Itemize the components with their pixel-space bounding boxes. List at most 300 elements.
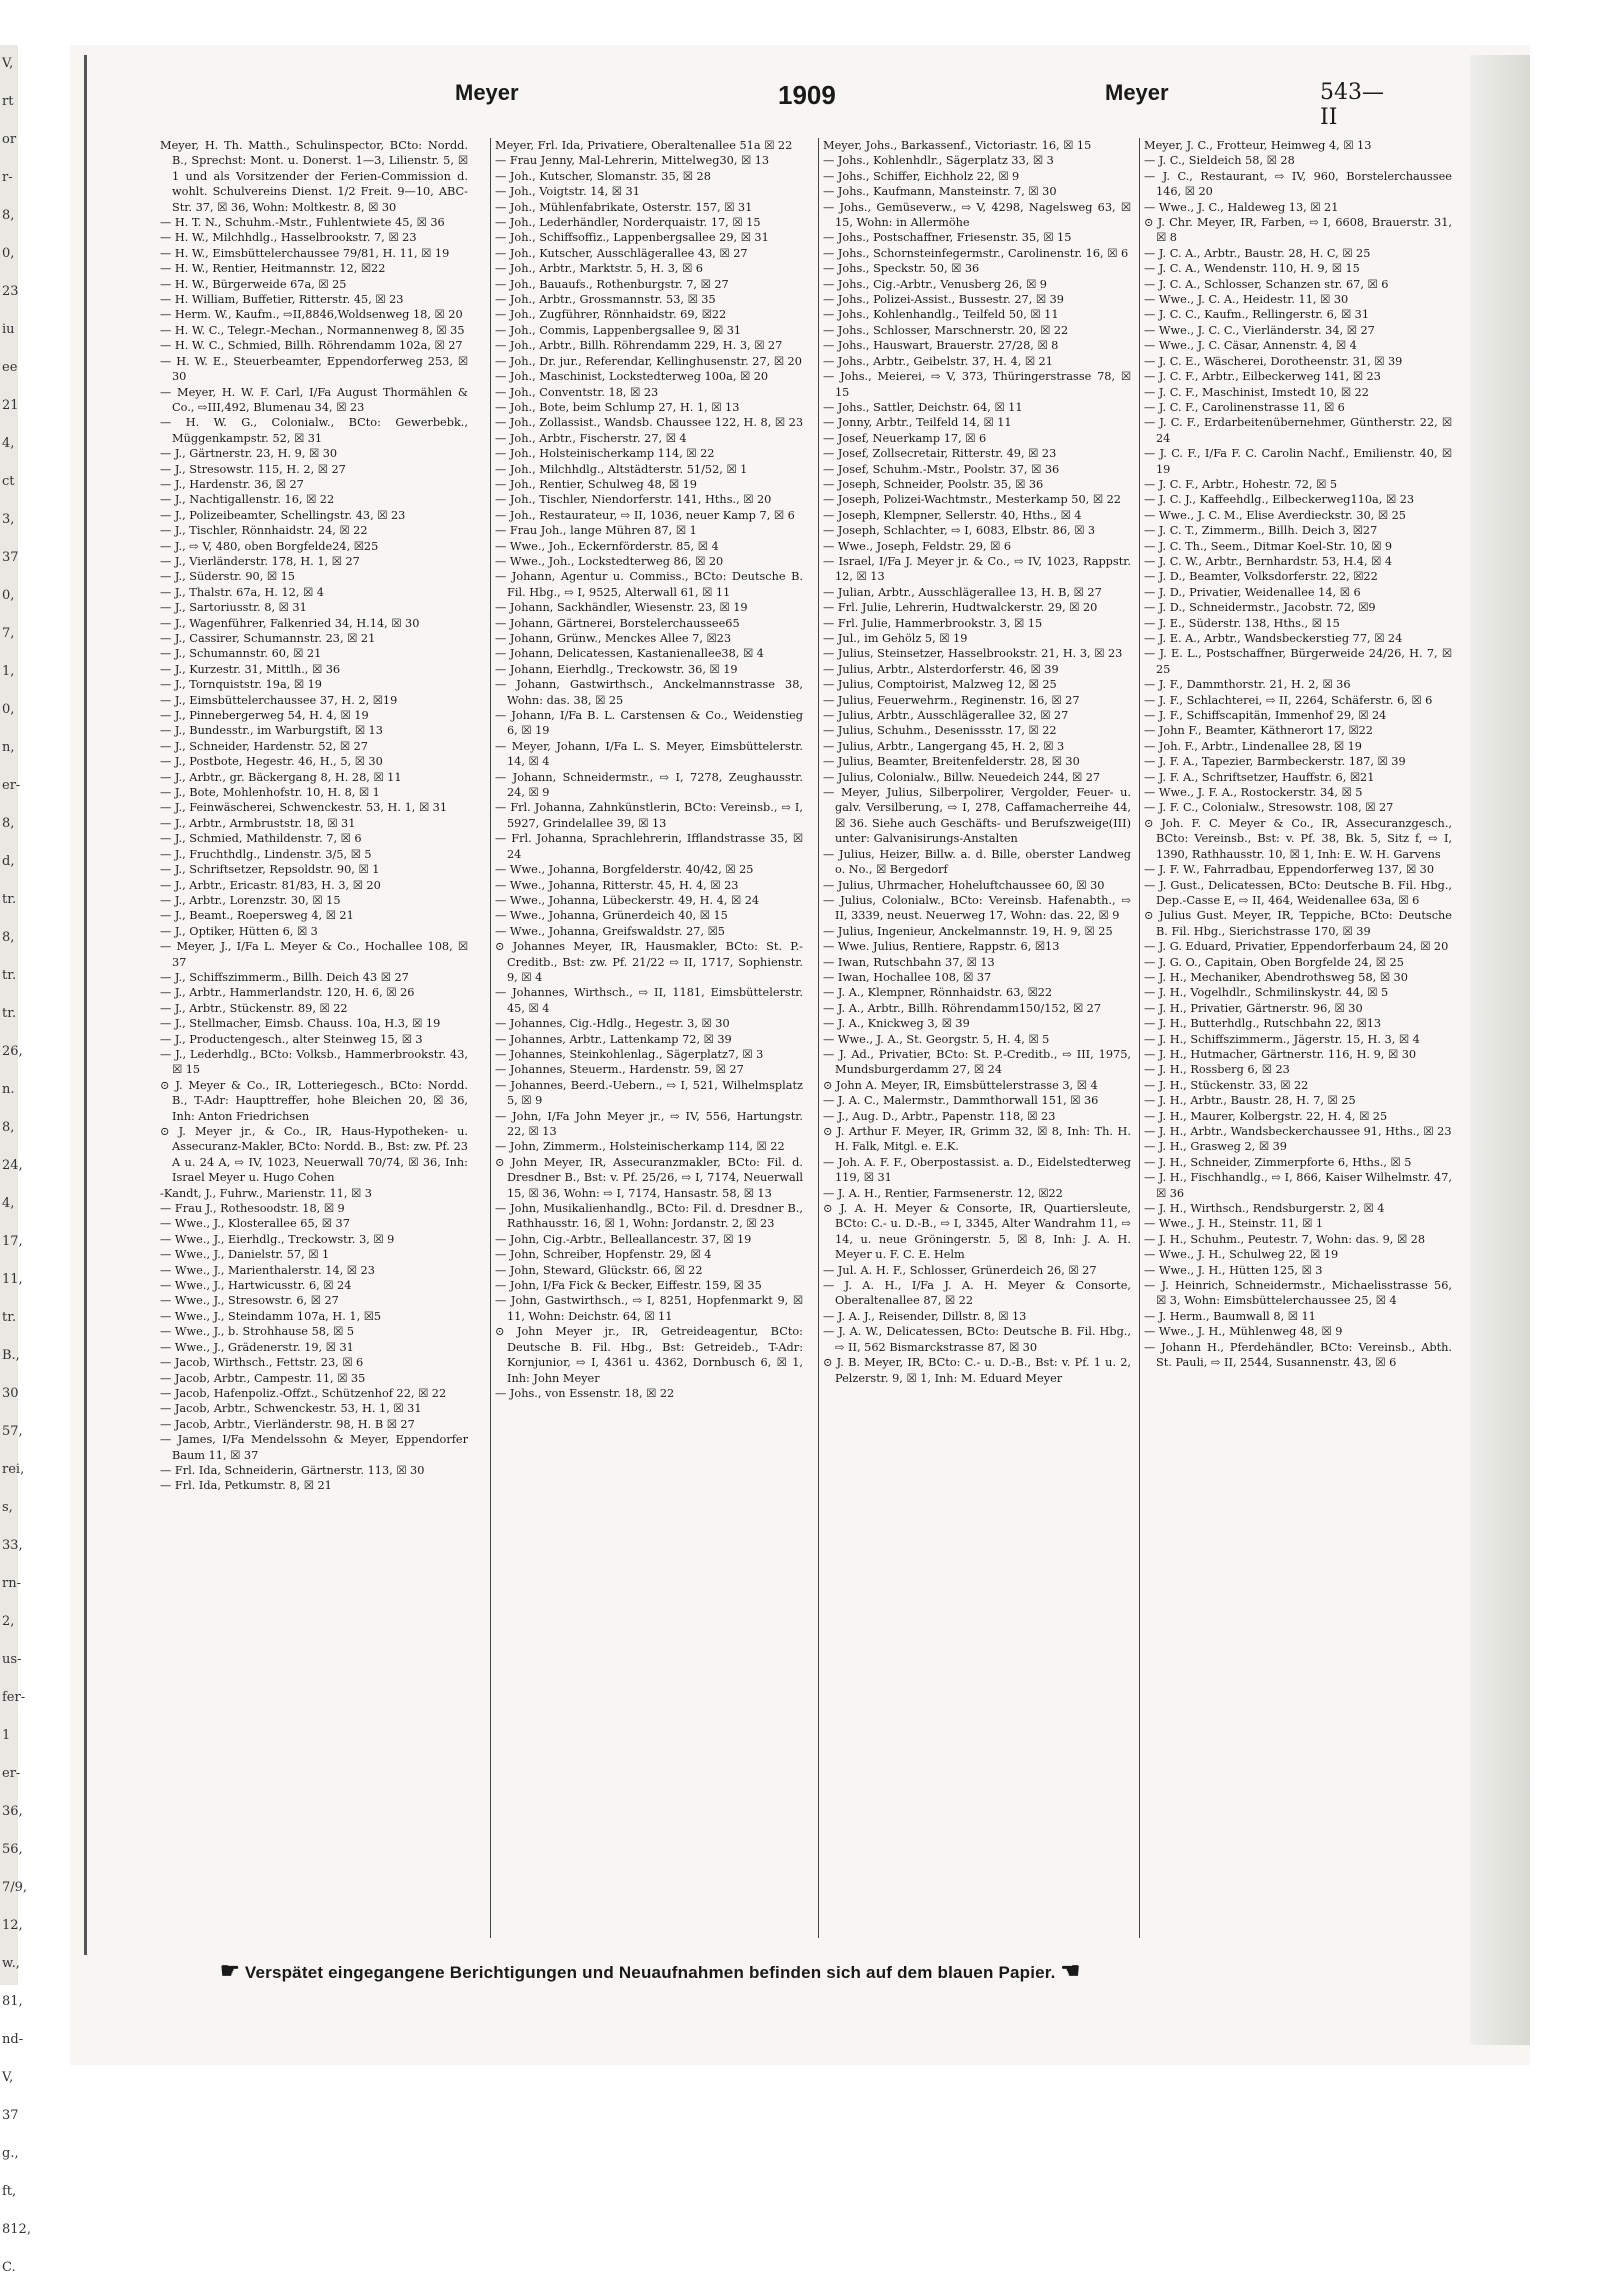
directory-entry: — Frau J., Rothesoodstr. 18, ☒ 9 <box>160 1202 345 1216</box>
directory-entry: — Johs., Kohlenhdlr., Sägerplatz 33, ☒ 3 <box>823 154 1054 168</box>
previous-page-fragment: ct <box>2 474 15 489</box>
directory-entry: — Julius, Ingenieur, Anckelmannstr. 19, H. 9, ☒ 25 <box>823 924 1113 938</box>
directory-entry: — J., Bote, Mohlenhofstr. 10, H. 8, ☒ 1 <box>160 786 380 800</box>
directory-entry: — Meyer, Julius, Silberpolirer, Vergolder, Feuer- u. galv. Versilberung, ⇨ I, 278, Caffamacherreihe 44, ☒ 36. Siehe auch Geschäfts- und Berufszweige(III) unter: Galvanisirungs-Anstalten <box>823 786 1131 846</box>
directory-entry: — Johannes, Steuerm., Hardenstr. 59, ☒ 27 <box>495 1063 744 1077</box>
directory-entry: — J. A., Klempner, Rönnhaidstr. 63, ☒22 <box>823 986 1053 1000</box>
directory-entry: — J. Ad., Privatier, BCto: St. P.-Creditb., ⇨ III, 1975, Mundsburgerdamm 27, ☒ 24 <box>823 1047 1131 1077</box>
directory-entry: — Joh., Voigtstr. 14, ☒ 31 <box>495 185 640 199</box>
directory-entry: — Johann, Delicatessen, Kastanienallee38, ☒ 4 <box>495 647 764 661</box>
directory-entry: — J., Feinwäscherei, Schwenckestr. 53, H. 1, ☒ 31 <box>160 801 448 815</box>
directory-entry: — Johann, Sackhändler, Wiesenstr. 23, ☒ 19 <box>495 601 748 615</box>
directory-entry: — Frau Jenny, Mal-Lehrerin, Mittelweg30, ☒ 13 <box>495 154 770 168</box>
directory-entry: — Wwe., J. H., Mühlenweg 48, ☒ 9 <box>1144 1325 1343 1339</box>
directory-entry: — Jacob, Wirthsch., Fettstr. 23, ☒ 6 <box>160 1356 364 1370</box>
directory-entry: — Meyer, Johann, I/Fa L. S. Meyer, Eimsbüttelerstr. 14, ☒ 4 <box>495 739 803 769</box>
directory-entry: — J. A. W., Delicatessen, BCto: Deutsche B. Fil. Hbg., ⇨ II, 562 Bismarckstrasse 87, ☒ 30 <box>823 1325 1131 1354</box>
previous-page-fragment: rt <box>2 94 14 109</box>
directory-entry: — J. C. W., Arbtr., Bernhardstr. 53, H.4, ☒ 4 <box>1144 554 1393 568</box>
directory-entry: — J. H., Arbtr., Baustr. 28, H. 7, ☒ 25 <box>1144 1094 1356 1108</box>
previous-page-fragment: C. <box>2 2260 16 2275</box>
directory-entry: — Julian, Arbtr., Ausschlägerallee 13, H. B, ☒ 27 <box>823 585 1102 599</box>
previous-page-fragment: nd- <box>2 2032 24 2047</box>
previous-page-fragment: er- <box>2 778 21 793</box>
directory-entry: — Joh. F., Arbtr., Lindenallee 28, ☒ 19 <box>1144 739 1362 753</box>
directory-entry: ⊙ J. Meyer jr., & Co., IR, Haus-Hypotheken- u. Assecuranz-Makler, BCto: Nordd. B., Bst: zw. Pf. 23 A u. 24 A, ⇨ IV, 1023, Neuerwall 70/74, ☒ 36, Inh: Israel Meyer u. Hugo Cohen <box>160 1125 468 1185</box>
directory-entry: — Johs., Arbtr., Geibelstr. 37, H. 4, ☒ 21 <box>823 354 1053 368</box>
previous-page-fragment: 24, <box>2 1158 23 1173</box>
directory-entry: — Frau Joh., lange Mühren 87, ☒ 1 <box>495 524 697 538</box>
directory-entry: — Joh., Schiffsoffiz., Lappenbergsallee 29, ☒ 31 <box>495 231 769 245</box>
directory-entry: — Julius, Beamter, Breitenfelderstr. 28, ☒ 30 <box>823 755 1080 769</box>
directory-entry: — J., Schiffszimmerm., Billh. Deich 43 ☒ 27 <box>160 970 409 984</box>
previous-page-fragment: d, <box>2 854 15 869</box>
previous-page-fragment: iu <box>2 322 15 337</box>
previous-page-fragment: 36, <box>2 1804 23 1819</box>
directory-entry: — J., Schriftsetzer, Repsoldstr. 90, ☒ 1 <box>160 863 380 877</box>
directory-entry: — Jacob, Arbtr., Vierländerstr. 98, H. B ☒ 27 <box>160 1417 415 1431</box>
directory-entry: — J., Optiker, Hütten 6, ☒ 3 <box>160 924 318 938</box>
directory-entry: — Johs., Kohlenhandlg., Teilfeld 50, ☒ 11 <box>823 308 1059 322</box>
directory-entry: — J., Arbtr., Hammerlandstr. 120, H. 6, ☒ 26 <box>160 986 415 1000</box>
directory-entry: — J. F., Schiffscapitän, Immenhof 29, ☒ 24 <box>1144 709 1387 723</box>
previous-page-fragment: 3, <box>2 512 15 527</box>
directory-entry: — Wwe., Johanna, Borgfelderstr. 40/42, ☒ 25 <box>495 863 754 877</box>
directory-entry: — Joseph, Klempner, Sellerstr. 40, Hths., ☒ 4 <box>823 508 1082 522</box>
directory-entry: — John, Steward, Glückstr. 66, ☒ 22 <box>495 1263 703 1277</box>
directory-entry: ⊙ J. Chr. Meyer, IR, Farben, ⇨ I, 6608, Brauerstr. 31, ☒ 8 <box>1144 216 1452 245</box>
directory-entry: — Joh., Arbtr., Grossmannstr. 53, ☒ 35 <box>495 293 716 307</box>
directory-entry: — Wwe., J., Hartwicusstr. 6, ☒ 24 <box>160 1279 352 1293</box>
directory-entry: — J. G. Eduard, Privatier, Eppendorferbaum 24, ☒ 20 <box>1144 940 1449 954</box>
directory-entry: — Johs., Schornsteinfegermstr., Carolinenstr. 16, ☒ 6 <box>823 246 1129 260</box>
directory-entry: — J. F., Schlachterei, ⇨ II, 2264, Schäferstr. 6, ☒ 6 <box>1144 693 1433 707</box>
previous-page-fragment: 8, <box>2 930 15 945</box>
header-right-name: Meyer <box>1105 80 1169 105</box>
directory-entry: — Johannes, Arbtr., Lattenkamp 72, ☒ 39 <box>495 1032 732 1046</box>
directory-entry: — J., Thalstr. 67a, H. 12, ☒ 4 <box>160 585 324 599</box>
header-year: 1909 <box>778 80 836 110</box>
directory-entry: — H. W., Milchhdlg., Hasselbrookstr. 7, ☒ 23 <box>160 231 417 245</box>
directory-entry: — Joseph, Schlachter, ⇨ I, 6083, Elbstr. 86, ☒ 3 <box>823 524 1096 538</box>
directory-entry: — J. C. A., Schlosser, Schanzen str. 67, ☒ 6 <box>1144 277 1389 291</box>
directory-entry: — J., Vierländerstr. 178, H. 1, ☒ 27 <box>160 554 360 568</box>
directory-entry: — Johann, Gastwirthsch., Anckelmannstrasse 38, Wohn: das. 38, ☒ 25 <box>495 678 803 707</box>
previous-page-fragment: 4, <box>2 436 15 451</box>
directory-entry: — Wwe., J. C. M., Elise Averdieckstr. 30, ☒ 25 <box>1144 508 1406 522</box>
previous-page-fragment: n. <box>2 1082 15 1097</box>
directory-entry: — Johs., von Essenstr. 18, ☒ 22 <box>495 1386 675 1400</box>
directory-entry: — Johs., Postschaffner, Friesenstr. 35, ☒ 15 <box>823 231 1072 245</box>
directory-entry: Meyer, Frl. Ida, Privatiere, Oberaltenallee 51a ☒ 22 <box>495 139 793 152</box>
directory-entry: — Frl. Julie, Hammerbrookstr. 3, ☒ 15 <box>823 616 1043 630</box>
page-number: 543—II <box>1320 80 1384 130</box>
directory-entry: — Wwe., J., Stresowstr. 6, ☒ 27 <box>160 1294 339 1308</box>
previous-page-fragment: ft, <box>2 2184 17 2199</box>
header-left-name: Meyer <box>455 80 519 105</box>
directory-entry: — J. F., Dammthorstr. 21, H. 2, ☒ 36 <box>1144 678 1351 692</box>
directory-entry: — Joh., Conventstr. 18, ☒ 23 <box>495 385 659 399</box>
directory-entry: — H. W. C., Schmied, Billh. Röhrendamm 102a, ☒ 27 <box>160 339 463 353</box>
previous-page-fragment: tr. <box>2 1310 17 1325</box>
page-binding-edge <box>84 55 87 1955</box>
directory-entry: — H. W. C., Telegr.-Mechan., Normannenweg 8, ☒ 35 <box>160 323 465 337</box>
previous-page-fragment: or <box>2 132 17 147</box>
directory-entry: — Joh., Restaurateur, ⇨ II, 1036, neuer Kamp 7, ☒ 6 <box>495 508 795 522</box>
previous-page-fragment: 81, <box>2 1994 23 2009</box>
directory-entry: — Frl. Julie, Lehrerin, Hudtwalckerstr. 29, ☒ 20 <box>823 601 1098 615</box>
directory-entry: — John F., Beamter, Käthnerort 17, ☒22 <box>1144 724 1373 738</box>
directory-entry: — Joh., Arbtr., Fischerstr. 27, ☒ 4 <box>495 431 687 445</box>
directory-entry: — J. E. A., Arbtr., Wandsbeckerstieg 77, ☒ 24 <box>1144 632 1403 645</box>
directory-entry: — Johann, Schneidermstr., ⇨ I, 7278, Zeughausstr. 24, ☒ 9 <box>495 770 803 800</box>
previous-page-fragment: ee <box>2 360 18 375</box>
directory-entry: — J., Arbtr., Armbruststr. 18, ☒ 31 <box>160 816 356 830</box>
directory-entry: — Joh., Zugführer, Rönnhaidstr. 69, ☒22 <box>495 308 727 322</box>
directory-entry: — Wwe., J., Marienthalerstr. 14, ☒ 23 <box>160 1263 375 1277</box>
directory-entry: — Johs., Schiffer, Eichholz 22, ☒ 9 <box>823 169 1020 183</box>
directory-entry: — Meyer, H. W. F. Carl, I/Fa August Thormählen & Co., ⇨III,492, Blumenau 34, ☒ 23 <box>160 385 468 414</box>
directory-entry: — Jacob, Hafenpoliz.-Offzt., Schützenhof 22, ☒ 22 <box>160 1386 447 1400</box>
directory-entry: — J., Süderstr. 90, ☒ 15 <box>160 570 295 584</box>
directory-entry: — H. W. E., Steuerbeamter, Eppendorferweg 253, ☒ 30 <box>160 354 468 384</box>
directory-entry: — Julius, Uhrmacher, Hoheluftchaussee 60, ☒ 30 <box>823 878 1105 892</box>
previous-page-fragment: 23 <box>2 284 19 299</box>
previous-page-fragment: w., <box>2 1956 20 1971</box>
directory-entry: — J. F. A., Tapezier, Barmbeckerstr. 187, ☒ 39 <box>1144 755 1406 769</box>
directory-entry: — Johs., Polizei-Assist., Bussestr. 27, ☒ 39 <box>823 293 1064 307</box>
directory-entry: — Johannes, Cig.-Hdlg., Hegestr. 3, ☒ 30 <box>495 1017 730 1031</box>
directory-entry: — Wwe., J., Steindamm 107a, H. 1, ☒5 <box>160 1309 382 1323</box>
directory-entry: — J. D., Beamter, Volksdorferstr. 22, ☒22 <box>1144 570 1378 584</box>
directory-entry: ⊙ Julius Gust. Meyer, IR, Teppiche, BCto: Deutsche B. Fil. Hbg., Sierichstrasse 170, ☒ 39 <box>1144 909 1452 938</box>
directory-entry: — J., ⇨ V, 480, oben Borgfelde24, ☒25 <box>160 539 379 553</box>
previous-page-fragment: 17, <box>2 1234 23 1249</box>
directory-entry: — Wwe., J., Eierhdlg., Treckowstr. 3, ☒ 9 <box>160 1232 395 1246</box>
directory-entry: — J., Aug. D., Arbtr., Papenstr. 118, ☒ 23 <box>823 1109 1056 1123</box>
directory-entry: — J. H., Privatier, Gärtnerstr. 96, ☒ 30 <box>1144 1001 1363 1015</box>
directory-entry: ⊙ J. Arthur F. Meyer, IR, Grimm 32, ☒ 8, Inh: Th. H. H. Falk, Mitgl. e. E.K. <box>823 1125 1131 1154</box>
previous-page-fragment: tr. <box>2 1006 17 1021</box>
directory-entry: — Wwe., Johanna, Ritterstr. 45, H. 4, ☒ 23 <box>495 878 739 892</box>
directory-entry: — Frl. Ida, Schneiderin, Gärtnerstr. 113, ☒ 30 <box>160 1463 425 1477</box>
previous-page-fragment: B., <box>2 1348 20 1363</box>
directory-entry: — Joh., Dr. jur., Referendar, Kellinghusenstr. 27, ☒ 20 <box>495 354 802 368</box>
directory-entry: — J. H., Mechaniker, Abendrothsweg 58, ☒ 30 <box>1144 970 1408 984</box>
directory-entry: — Joh., Milchhdlg., Altstädterstr. 51/52, ☒ 1 <box>495 462 748 476</box>
directory-entry: — J. H., Maurer, Kolbergstr. 22, H. 4, ☒ 25 <box>1144 1109 1388 1123</box>
directory-entry: ⊙ J. Meyer & Co., IR, Lotteriegesch., BCto: Nordd. B., T-Adr: Haupttreffer, hohe Bleichen 20, ☒ 36, Inh: Anton Friedrichsen <box>160 1078 468 1123</box>
directory-entry: — Joh., Bauaufs., Rothenburgstr. 7, ☒ 27 <box>495 277 729 291</box>
previous-page-fragment: er- <box>2 1766 21 1781</box>
directory-entry: — Joseph, Schneider, Poolstr. 35, ☒ 36 <box>823 477 1044 491</box>
previous-page-fragment: 33, <box>2 1538 23 1553</box>
directory-entry: — Josef, Zollsecretair, Ritterstr. 49, ☒ 23 <box>823 447 1057 461</box>
directory-entry: — Wwe., J., b. Strohhause 58, ☒ 5 <box>160 1325 355 1339</box>
directory-entry: — Wwe., J., Danielstr. 57, ☒ 1 <box>160 1248 330 1262</box>
page-header <box>160 80 1400 130</box>
directory-entry: — J. C. E., Wäscherei, Dorotheenstr. 31, ☒ 39 <box>1144 354 1403 368</box>
previous-page-fragment: 4, <box>2 1196 15 1211</box>
directory-entry: — J., Schumannstr. 60, ☒ 21 <box>160 647 322 661</box>
directory-entry: ⊙ John A. Meyer, IR, Eimsbüttelerstrasse 3, ☒ 4 <box>823 1078 1098 1092</box>
directory-entry: — Julius, Schuhm., Desenissstr. 17, ☒ 22 <box>823 724 1057 738</box>
directory-entry: — J. C. F., Carolinenstrasse 11, ☒ 6 <box>1144 400 1345 414</box>
directory-entry: — Joh. A. F. F., Oberpostassist. a. D., Eidelstedterweg 119, ☒ 31 <box>823 1155 1131 1185</box>
directory-entry: — Wwe., Joseph, Feldstr. 29, ☒ 6 <box>823 539 1012 553</box>
directory-entry: — J. A. H., Rentier, Farmsenerstr. 12, ☒22 <box>823 1186 1063 1200</box>
directory-entry: — J., Tornquiststr. 19a, ☒ 19 <box>160 678 322 692</box>
directory-entry: — J. H., Schneider, Zimmerpforte 6, Hths., ☒ 5 <box>1144 1155 1412 1169</box>
directory-entry: — J., Productengesch., alter Steinweg 15, ☒ 3 <box>160 1032 423 1046</box>
previous-page-fragment: rei, <box>2 1462 25 1477</box>
previous-page-fragment: 57, <box>2 1424 23 1439</box>
directory-entry: ⊙ Joh. F. C. Meyer & Co., IR, Assecuranzgesch., BCto: Vereinsb., Bst: v. Pf. 38, Bk. 5, Sitz f, ⇨ I, 1390, Rathhausstr. 10, ☒ 1, Inh: E. W. H. Garvens <box>1144 816 1452 861</box>
directory-entry: — Wwe., J. C., Haldeweg 13, ☒ 21 <box>1144 200 1339 214</box>
directory-entry: — J., Cassirer, Schumannstr. 23, ☒ 21 <box>160 632 376 645</box>
footer-text: Verspätet eingegangene Berichtigungen und Neuaufnahmen befinden sich auf dem blauen Papier. <box>244 1963 1056 1982</box>
directory-entry: — J. C., Sieldeich 58, ☒ 28 <box>1144 154 1295 168</box>
directory-entry: — Joh., Zollassist., Wandsb. Chaussee 122, H. 8, ☒ 23 <box>495 416 804 430</box>
directory-entry: ⊙ John Meyer jr., IR, Getreideagentur, BCto: Deutsche B. Fil. Hbg., Bst: Getreideb., T-Adr: Kornjunior, ⇨ I, 4361 u. 4362, Dornbusch 6, ☒ 1, Inh: John Meyer <box>495 1325 803 1385</box>
directory-entry: — Johs., Meierei, ⇨ V, 373, Thüringerstrasse 78, ☒ 15 <box>823 370 1131 399</box>
directory-entry: — Israel, I/Fa J. Meyer jr. & Co., ⇨ IV, 1023, Rappstr. 12, ☒ 13 <box>823 554 1131 584</box>
previous-page-fragment: s, <box>2 1500 13 1515</box>
directory-column-1 <box>160 138 468 1928</box>
directory-entry: — Frl. Johanna, Zahnkünstlerin, BCto: Vereinsb., ⇨ I, 5927, Grindelallee 39, ☒ 13 <box>495 801 803 830</box>
directory-entry: — Wwe., Johanna, Grünerdeich 40, ☒ 15 <box>495 909 728 923</box>
directory-entry: — Wwe., J., Grädenerstr. 19, ☒ 31 <box>160 1340 354 1354</box>
directory-entry: — John, I/Fa John Meyer jr., ⇨ IV, 556, Hartungstr. 22, ☒ 13 <box>495 1109 803 1138</box>
directory-entry: — J. A. J., Reisender, Dillstr. 8, ☒ 13 <box>823 1309 1027 1323</box>
directory-entry: — J. C. A., Arbtr., Baustr. 28, H. C, ☒ 25 <box>1144 246 1371 260</box>
directory-entry: — H. W., Bürgerweide 67a, ☒ 25 <box>160 277 347 291</box>
directory-entry: — Wwe., J. H., Hütten 125, ☒ 3 <box>1144 1263 1323 1277</box>
directory-entry: — John, Musikalienhandlg., BCto: Fil. d. Dresdner B., Rathhausstr. 16, ☒ 1, Wohn: Jordanstr. 2, ☒ 23 <box>495 1202 803 1231</box>
previous-page-strip <box>0 45 31 2275</box>
directory-entry: — J. D., Schneidermstr., Jacobstr. 72, ☒9 <box>1144 601 1376 615</box>
directory-entry: — Josef, Schuhm.-Mstr., Poolstr. 37, ☒ 36 <box>823 462 1060 476</box>
directory-entry: — Joh., Tischler, Niendorferstr. 141, Hths., ☒ 20 <box>495 493 772 507</box>
directory-entry: — J. C. F., Arbtr., Eilbeckerweg 141, ☒ 23 <box>1144 370 1381 384</box>
directory-entry: — J. H., Schuhm., Peutestr. 7, Wohn: das. 9, ☒ 28 <box>1144 1232 1426 1246</box>
directory-entry: ⊙ J. A. H. Meyer & Consorte, IR, Quartiersleute, BCto: C.- u. D.-B., ⇨ I, 3345, Alter Wandrahm 11, ⇨ 14, u. neue Gröningerstr. 5, ☒ 8, Inh: J. A. H. Meyer u. F. C. E. Helm <box>823 1202 1131 1262</box>
directory-entry: — H. W., Eimsbüttelerchaussee 79/81, H. 11, ☒ 19 <box>160 246 450 260</box>
directory-entry: — J., Arbtr., Lorenzstr. 30, ☒ 15 <box>160 893 341 907</box>
directory-entry: — Joh., Arbtr., Marktstr. 5, H. 3, ☒ 6 <box>495 262 703 276</box>
directory-entry: — J. H., Wirthsch., Rendsburgerstr. 2, ☒ 4 <box>1144 1202 1385 1216</box>
directory-entry: — J. Herm., Baumwall 8, ☒ 11 <box>1144 1309 1316 1323</box>
directory-entry: — J. C. F., Maschinist, Imstedt 10, ☒ 22 <box>1144 385 1369 399</box>
previous-page-fragment: n, <box>2 740 15 755</box>
directory-entry: — J. H., Schiffszimmerm., Jägerstr. 15, H. 3, ☒ 4 <box>1144 1032 1420 1046</box>
directory-entry: — J., Stresowstr. 115, H. 2, ☒ 27 <box>160 462 346 476</box>
directory-entry: — Wwe., Johanna, Greifswaldstr. 27, ☒5 <box>495 924 725 938</box>
directory-entry: — J., Wagenführer, Falkenried 34, H.14, ☒ 30 <box>160 616 420 630</box>
previous-page-fragment: 26, <box>2 1044 23 1059</box>
directory-entry: — Johann, Grünw., Menckes Allee 7, ☒23 <box>495 632 732 645</box>
directory-entry: — J., Nachtigallenstr. 16, ☒ 22 <box>160 493 335 507</box>
column-rule <box>818 138 819 1938</box>
directory-entry: — Joh., Kutscher, Ausschlägerallee 43, ☒ 27 <box>495 246 748 260</box>
directory-entry: — Wwe., J. H., Steinstr. 11, ☒ 1 <box>1144 1217 1324 1231</box>
column-rule <box>1139 138 1140 1938</box>
directory-entry: — Wwe. Julius, Rentiere, Rappstr. 6, ☒13 <box>823 940 1060 954</box>
directory-entry: — Johs., Gemüseverw., ⇨ V, 4298, Nagelsweg 63, ☒ 15, Wohn: in Allermöhe <box>823 200 1131 230</box>
directory-entry: — Johannes, Beerd.-Uebern., ⇨ I, 521, Wilhelmsplatz 5, ☒ 9 <box>495 1078 803 1108</box>
directory-entry: — Johannes, Steinkohlenlag., Sägerplatz7, ☒ 3 <box>495 1047 764 1061</box>
directory-entry: — J., Polizeibeamter, Schellingstr. 43, ☒ 23 <box>160 508 406 522</box>
directory-entry: — Julius, Colonialw., Billw. Neuedeich 244, ☒ 27 <box>823 770 1101 784</box>
directory-entry: — J. C. C., Kaufm., Rellingerstr. 6, ☒ 31 <box>1144 308 1370 322</box>
directory-entry: — Wwe., Joh., Lockstedterweg 86, ☒ 20 <box>495 554 724 568</box>
directory-entry: — J., Pinnebergerweg 54, H. 4, ☒ 19 <box>160 709 369 723</box>
directory-entry: — Wwe., J. C. A., Heidestr. 11, ☒ 30 <box>1144 293 1349 307</box>
directory-entry: — Johannes, Wirthsch., ⇨ II, 1181, Eimsbüttelerstr. 45, ☒ 4 <box>495 986 803 1015</box>
directory-entry: — H. W., Rentier, Heitmannstr. 12, ☒22 <box>160 262 386 276</box>
directory-entry: — J. A. C., Malermstr., Dammthorwall 151, ☒ 36 <box>823 1094 1099 1108</box>
directory-entry: — J. H., Butterhdlg., Rutschbahn 22, ☒13 <box>1144 1017 1382 1031</box>
previous-page-fragment: 0, <box>2 702 15 717</box>
directory-entry: — J., Eimsbüttelerchaussee 37, H. 2, ☒19 <box>160 693 398 707</box>
previous-page-fragment: 8, <box>2 816 15 831</box>
directory-entry: — Jonny, Arbtr., Teilfeld 14, ☒ 11 <box>823 416 1012 430</box>
directory-entry: — J., Bundesstr., im Warburgstift, ☒ 13 <box>160 724 383 738</box>
directory-entry: Meyer, Johs., Barkassenf., Victoriastr. 16, ☒ 15 <box>823 139 1092 152</box>
directory-entry: — Joh., Arbtr., Billh. Röhrendamm 229, H. 3, ☒ 27 <box>495 339 783 353</box>
directory-entry: — H. T. N., Schuhm.-Mstr., Fuhlentwiete 45, ☒ 36 <box>160 216 445 230</box>
directory-entry: — J. C. F., Arbtr., Hohestr. 72, ☒ 5 <box>1144 477 1338 491</box>
directory-entry: — Iwan, Rutschbahn 37, ☒ 13 <box>823 955 995 969</box>
directory-entry: — J. H., Rossberg 6, ☒ 23 <box>1144 1063 1290 1077</box>
directory-column-4 <box>1144 138 1452 1928</box>
directory-entry: — J., Postbote, Hegestr. 46, H., 5, ☒ 30 <box>160 755 383 769</box>
directory-entry: — Julius, Steinsetzer, Hasselbrookstr. 21, H. 3, ☒ 23 <box>823 647 1123 661</box>
directory-column-2 <box>495 138 803 1928</box>
directory-entry: Meyer, J. C., Frotteur, Heimweg 4, ☒ 13 <box>1144 139 1372 152</box>
directory-entry: — Julius, Arbtr., Alsterdorferstr. 46, ☒ 39 <box>823 662 1059 676</box>
directory-entry: — J. D., Privatier, Weidenallee 14, ☒ 6 <box>1144 585 1361 599</box>
previous-page-fragment: 37 <box>2 2108 19 2123</box>
directory-entry: — Joh., Rentier, Schulweg 48, ☒ 19 <box>495 477 697 491</box>
directory-entry: — J., Arbtr., gr. Bäckergang 8, H. 28, ☒ 11 <box>160 770 402 784</box>
previous-page-fragment: 30 <box>2 1386 19 1401</box>
directory-entry: — J. A., Arbtr., Billh. Röhrendamm150/152, ☒ 27 <box>823 1001 1102 1015</box>
directory-entry: — Wwe., J. C. C., Vierländerstr. 34, ☒ 27 <box>1144 323 1375 337</box>
directory-entry: — J., Schneider, Hardenstr. 52, ☒ 27 <box>160 739 368 753</box>
directory-entry: — Johann, Eierhdlg., Treckowstr. 36, ☒ 19 <box>495 662 738 676</box>
directory-entry: — Wwe., Johanna, Lübeckerstr. 49, H. 4, ☒ 24 <box>495 893 760 907</box>
directory-entry: — Frl. Johanna, Sprachlehrerin, Ifflandstrasse 35, ☒ 24 <box>495 832 803 861</box>
previous-page-fragment: rn- <box>2 1576 21 1591</box>
previous-page-fragment: 1 <box>2 1728 11 1743</box>
directory-entry: — J. G. O., Capitain, Oben Borgfelde 24, ☒ 25 <box>1144 955 1404 969</box>
directory-entry: — Johs., Kaufmann, Mansteinstr. 7, ☒ 30 <box>823 185 1057 199</box>
previous-page-fragment: r- <box>2 170 13 185</box>
directory-entry: — Iwan, Hochallee 108, ☒ 37 <box>823 970 992 984</box>
column-rule <box>490 138 491 1938</box>
directory-entry: — J. E., Süderstr. 138, Hths., ☒ 15 <box>1144 616 1340 630</box>
previous-page-fragment: V, <box>2 56 14 71</box>
directory-entry: — J. A., Knickweg 3, ☒ 39 <box>823 1017 970 1031</box>
directory-entry: — J. F. C., Colonialw., Stresowstr. 108, ☒ 27 <box>1144 801 1394 815</box>
directory-entry: — Joh., Kutscher, Slomanstr. 35, ☒ 28 <box>495 169 711 183</box>
previous-page-fragment: 56, <box>2 1842 23 1857</box>
directory-entry: — John, Cig.-Arbtr., Belleallancestr. 37, ☒ 19 <box>495 1232 752 1246</box>
directory-entry: — Meyer, J., I/Fa L. Meyer & Co., Hochallee 108, ☒ 37 <box>160 940 468 969</box>
directory-entry: — J., Stellmacher, Eimsb. Chauss. 10a, H.3, ☒ 19 <box>160 1017 441 1031</box>
directory-entry: — John, Gastwirthsch., ⇨ I, 8251, Hopfenmarkt 9, ☒ 11, Wohn: Deichstr. 64, ☒ 11 <box>495 1294 803 1323</box>
directory-entry: — J. F. A., Schriftsetzer, Hauffstr. 6, ☒21 <box>1144 770 1375 784</box>
previous-page-fragment: 1, <box>2 664 15 679</box>
directory-entry: -Kandt, J., Fuhrw., Marienstr. 11, ☒ 3 <box>160 1186 372 1200</box>
directory-entry: — J. A. H., I/Fa J. A. H. Meyer & Consorte, Oberaltenallee 87, ☒ 22 <box>823 1279 1131 1308</box>
footer-notice <box>220 1958 1420 1984</box>
previous-page-fragment: tr. <box>2 968 17 983</box>
directory-entry: — J. H., Hutmacher, Gärtnerstr. 116, H. 9, ☒ 30 <box>1144 1047 1417 1061</box>
directory-entry: ⊙ J. B. Meyer, IR, BCto: C.- u. D.-B., Bst: v. Pf. 1 u. 2, Pelzerstr. 9, ☒ 1, Inh: M. Eduard Meyer <box>823 1356 1131 1385</box>
directory-entry: — J., Kurzestr. 31, Mittlh., ☒ 36 <box>160 662 341 676</box>
directory-entry: — Herm. W., Kaufm., ⇨II,8846,Woldsenweg 18, ☒ 20 <box>160 308 463 322</box>
directory-entry: — Johann, Gärtnerei, Borstelerchaussee65 <box>495 616 740 630</box>
directory-entry: — J. C. F., I/Fa F. C. Carolin Nachf., Emilienstr. 40, ☒ 19 <box>1144 447 1452 476</box>
directory-entry: — Julius, Comptoirist, Malzweg 12, ☒ 25 <box>823 678 1057 692</box>
previous-page-fragment: us- <box>2 1652 22 1667</box>
directory-entry: — Julius, Arbtr., Langergang 45, H. 2, ☒ 3 <box>823 739 1065 753</box>
previous-page-fragment: 812, <box>2 2222 31 2237</box>
directory-entry: — J., Gärtnerstr. 23, H. 9, ☒ 30 <box>160 447 338 461</box>
directory-entry: ⊙ John Meyer, IR, Assecuranzmakler, BCto: Fil. d. Dresdner B., Bst: v. Pf. 25/26, ⇨ I, 7174, Neuerwall 15, ☒ 36, Wohn: ⇨ I, 7174, Hansastr. 58, ☒ 13 <box>495 1155 803 1200</box>
directory-entry: — Julius, Arbtr., Ausschlägerallee 32, ☒ 27 <box>823 709 1069 723</box>
previous-page-fragment: 7/9, <box>2 1880 28 1895</box>
directory-entry: — J. C. Th., Seem., Ditmar Koel-Str. 10, ☒ 9 <box>1144 539 1393 553</box>
directory-entry: ⊙ Johannes Meyer, IR, Hausmakler, BCto: St. P.-Creditb., Bst: zw. Pf. 21/22 ⇨ II, 1717, Sophienstr. 9, ☒ 4 <box>495 940 803 984</box>
directory-entry: — Joh., Mühlenfabrikate, Osterstr. 157, ☒ 31 <box>495 200 753 214</box>
directory-entry: — Josef, Neuerkamp 17, ☒ 6 <box>823 431 987 445</box>
directory-entry: — J., Arbtr., Ericastr. 81/83, H. 3, ☒ 20 <box>160 878 381 892</box>
directory-entry: — H. W. G., Colonialw., BCto: Gewerbebk., Müggenkampstr. 52, ☒ 31 <box>160 416 468 445</box>
pointing-hand-icon: ☚ <box>1060 1958 1081 1983</box>
directory-entry: — Wwe., Joh., Eckernförderstr. 85, ☒ 4 <box>495 539 719 553</box>
previous-page-fragment: 7, <box>2 626 15 641</box>
directory-entry: Meyer, H. Th. Matth., Schulinspector, BCto: Nordd. B., Sprechst: Mont. u. Donerst. 1—3, Lilienstr. 5, ☒ 1 und als Vorsitzender der Ferien-Commission d. wohlt. Schulvereins Dienst. 1/2 Freit. 9—10, ABC-Str. 37, ☒ 36, Wohn: Moltkestr. 8, ☒ 30 <box>160 139 468 214</box>
directory-entry: — J. H., Arbtr., Wandsbeckerchaussee 91, Hths., ☒ 23 <box>1144 1125 1452 1138</box>
previous-page-fragment: tr. <box>2 892 17 907</box>
directory-entry: — John, I/Fa Fick & Becker, Eiffestr. 159, ☒ 35 <box>495 1279 762 1293</box>
directory-entry: — Julius, Feuerwehrm., Reginenstr. 16, ☒ 27 <box>823 693 1080 707</box>
directory-entry: — J. Heinrich, Schneidermstr., Michaelisstrasse 56, ☒ 3, Wohn: Eimsbüttelerchaussee 25, ☒ 4 <box>1144 1279 1452 1308</box>
previous-page-fragment: 2, <box>2 1614 15 1629</box>
previous-page-fragment: 12, <box>2 1918 23 1933</box>
previous-page-fragment: 37 <box>2 550 19 565</box>
directory-entry: — Johs., Sattler, Deichstr. 64, ☒ 11 <box>823 400 1023 414</box>
directory-entry: — J. C. A., Wendenstr. 110, H. 9, ☒ 15 <box>1144 262 1360 276</box>
directory-entry: — Wwe., J. A., St. Georgstr. 5, H. 4, ☒ 5 <box>823 1032 1050 1046</box>
previous-page-fragment: 8, <box>2 208 15 223</box>
directory-entry: — Johs., Speckstr. 50, ☒ 36 <box>823 262 980 276</box>
directory-entry: — Johs., Cig.-Arbtr., Venusberg 26, ☒ 9 <box>823 277 1047 291</box>
directory-column-3 <box>823 138 1131 1928</box>
directory-entry: — J., Fruchthdlg., Lindenstr. 3/5, ☒ 5 <box>160 847 372 861</box>
directory-entry: — Julius, Colonialw., BCto: Vereinsb. Hafenabth., ⇨ II, 3339, neust. Neuerweg 17, Wohn: das. 22, ☒ 9 <box>823 893 1131 923</box>
previous-page-fragment: 8, <box>2 1120 15 1135</box>
previous-page-fragment: 11, <box>2 1272 23 1287</box>
directory-entry: — Joh., Commis, Lappenbergsallee 9, ☒ 31 <box>495 323 742 337</box>
directory-entry: — H. William, Buffetier, Ritterstr. 45, ☒ 23 <box>160 293 404 307</box>
directory-entry: — Wwe., J. C. Cäsar, Annenstr. 4, ☒ 4 <box>1144 339 1357 353</box>
directory-entry: — J. C. T., Zimmerm., Billh. Deich 3, ☒27 <box>1144 524 1378 538</box>
directory-entry: — Frl. Ida, Petkumstr. 8, ☒ 21 <box>160 1479 332 1493</box>
